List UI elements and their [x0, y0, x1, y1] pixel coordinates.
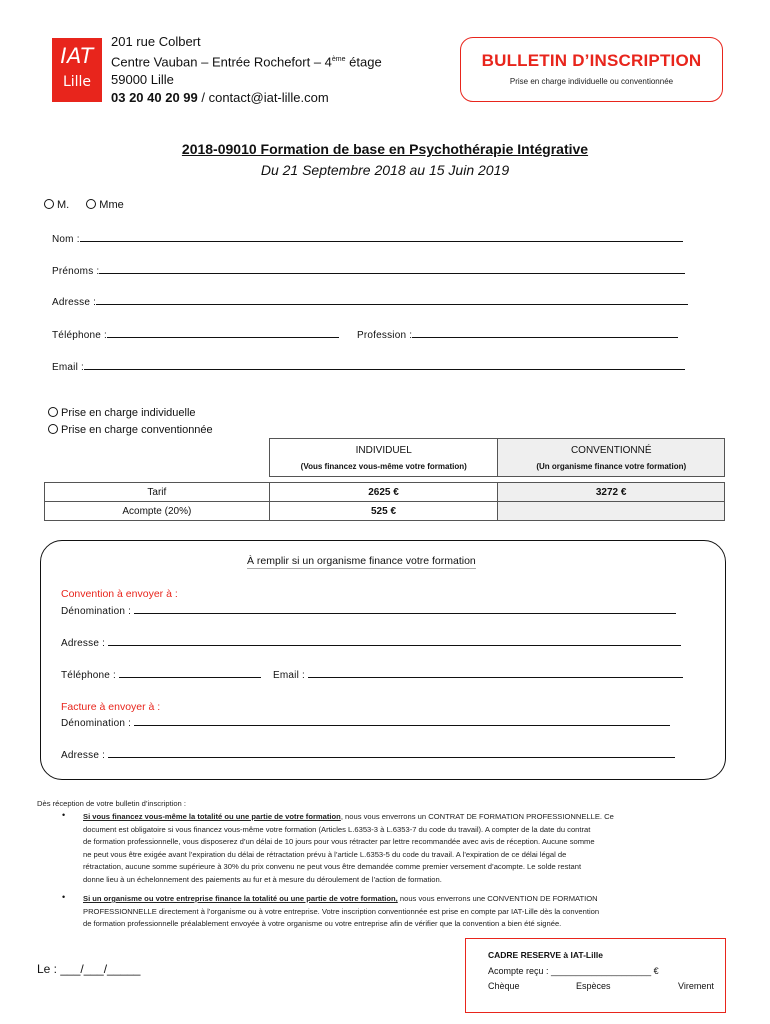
org-email-label: Email :	[273, 670, 305, 681]
fact-adresse-label: Adresse :	[61, 750, 106, 761]
logo-text-lille: Lille	[62, 74, 92, 90]
org-adresse-field[interactable]	[61, 637, 681, 649]
org-telephone-input-line[interactable]	[119, 669, 261, 678]
acompte-conventionne	[498, 502, 725, 521]
address-floor-sup: ème	[331, 56, 346, 63]
convention-heading: Convention à envoyer à :	[61, 588, 178, 600]
org-telephone-field[interactable]	[61, 669, 261, 681]
nom-input-line[interactable]	[80, 233, 683, 242]
telephone-field[interactable]	[52, 329, 339, 341]
cadre-reserve-box	[465, 938, 726, 1013]
address-building-text: Centre Vauban – Entrée Rochefort – 4	[111, 54, 332, 70]
footer-b1-line3: de formation professionnelle, vous disposerez d’un délai de 10 jours pour vous rétracter par lettre recommandée avec avis de réception. Aucune somme	[83, 837, 595, 846]
pec-conventionnee-label: Prise en charge conventionnée	[61, 424, 213, 436]
nom-field[interactable]	[52, 233, 683, 245]
acompte-individuel: 525 €	[269, 502, 498, 521]
logo-text-iat: IAT	[60, 44, 94, 68]
facture-heading: Facture à envoyer à :	[61, 701, 161, 713]
acompte-recu-field: Acompte reçu : ____________________ €	[488, 966, 659, 976]
footer-b2-line1: nous vous enverrons une CONVENTION DE FORMATION	[397, 894, 598, 903]
address-block	[111, 33, 382, 107]
fact-denomination-field[interactable]	[61, 717, 670, 729]
email-label: Email :	[52, 362, 84, 373]
table-row	[45, 483, 725, 502]
profession-label: Profession :	[357, 330, 413, 341]
conventionne-header	[498, 439, 725, 477]
profession-field[interactable]	[357, 329, 678, 341]
org-denomination-field[interactable]	[61, 605, 676, 617]
cheque-label: Chèque	[488, 981, 520, 991]
adresse-label: Adresse :	[52, 297, 97, 308]
pec-conventionnee-option[interactable]	[48, 424, 213, 436]
pricing-header-table	[269, 438, 725, 477]
footer-b1-line2: document est obligatoire si vous financez vous-même votre formation (Articles L.6353-3 à L.6353-7 du code du travail). A compter de la date du contrat	[83, 824, 591, 834]
footer-b1-line5: rétractation, aucune somme supérieure à 30% du prix convenu ne peut vous être demandée comme premier versement d’acompte. Le solde restant	[83, 862, 582, 871]
prenoms-label: Prénoms :	[52, 266, 100, 277]
footer-b1-line1: , nous vous enverrons un CONTRAT DE FORMATION PROFESSIONNELLE. Ce	[340, 812, 614, 821]
radio-icon[interactable]	[86, 199, 96, 209]
nom-label: Nom :	[52, 234, 80, 245]
pec-individuelle-label: Prise en charge individuelle	[61, 407, 196, 419]
iat-lille-logo	[52, 38, 102, 102]
virement-label: Virement	[678, 981, 714, 991]
pec-individuelle-option[interactable]	[48, 407, 196, 419]
radio-icon[interactable]	[44, 199, 54, 209]
conventionne-title: CONVENTIONNÉ	[570, 444, 652, 456]
pricing-table	[44, 482, 725, 521]
telephone-label: Téléphone :	[52, 330, 108, 341]
individuel-header	[270, 439, 498, 477]
civility-mme-option[interactable]	[86, 199, 123, 211]
address-building	[111, 51, 382, 71]
fact-denomination-label: Dénomination :	[61, 718, 132, 729]
fact-adresse-input-line[interactable]	[108, 749, 675, 758]
org-adresse-label: Adresse :	[61, 638, 106, 649]
email-input-line[interactable]	[84, 361, 685, 370]
civility-m-option[interactable]	[44, 199, 69, 211]
footer-b1-line4: ne peut vous être exigée avant l’expiration du délai de rétractation prévu à l’article L.6353-5 du code du travail. A l’expiration de ce délai légal de	[83, 849, 567, 859]
prenoms-field[interactable]	[52, 265, 685, 277]
civility-m-label: M.	[57, 199, 70, 211]
fact-adresse-field[interactable]	[61, 749, 675, 761]
civility-mme-label: Mme	[99, 199, 124, 211]
telephone-input-line[interactable]	[107, 329, 339, 338]
footer-b2-line3: de formation professionnelle préalablement envoyée à votre organisme ou votre entreprise afin de vérifier que la convention a bien été signée.	[83, 919, 562, 928]
cadre-title: CADRE RESERVE à IAT-Lille	[488, 950, 603, 960]
individuel-title: INDIVIDUEL	[355, 444, 412, 456]
adresse-input-line[interactable]	[96, 296, 688, 305]
org-telephone-label: Téléphone :	[61, 670, 117, 681]
address-floor-text: étage	[345, 54, 382, 70]
conventionne-subtitle: (Un organisme finance votre formation)	[536, 461, 687, 471]
footer-b1-underlined: Si vous financez vous-même la totalité ou une partie de votre formation	[83, 812, 341, 821]
footer-paragraph-conventionne	[83, 893, 725, 931]
formation-dates: Du 21 Septembre 2018 au 15 Juin 2019	[260, 162, 510, 178]
footer-b2-line2: PROFESSIONNELLE directement à l’organisme ou à votre entreprise. Votre inscription conventionnée est prise en compte par IAT-Lille dès la convention	[83, 906, 600, 916]
bulletin-subtitle: Prise en charge individuelle ou conventionnée	[509, 77, 674, 86]
tarif-label: Tarif	[45, 483, 270, 502]
organisme-box	[40, 540, 726, 780]
org-adresse-input-line[interactable]	[108, 637, 681, 646]
profession-input-line[interactable]	[412, 329, 678, 338]
footer-intro: Dès réception de votre bulletin d’inscription :	[37, 799, 187, 808]
date-field[interactable]: Le : ___/___/_____	[37, 962, 141, 976]
civility-choice	[44, 199, 138, 211]
acompte-label: Acompte (20%)	[45, 502, 270, 521]
footer-paragraph-individuel	[83, 811, 725, 886]
address-contact	[111, 89, 382, 107]
org-email-field[interactable]	[273, 669, 683, 681]
phone-number: 03 20 40 20 99	[111, 90, 198, 106]
tarif-individuel: 2625 €	[269, 483, 498, 502]
adresse-field[interactable]	[52, 296, 688, 308]
organisme-box-title: À remplir si un organisme finance votre formation	[247, 555, 476, 567]
email-field[interactable]	[52, 361, 685, 373]
footer-b2-underlined: Si un organisme ou votre entreprise finance la totalité ou une partie de votre formation,	[83, 894, 398, 903]
formation-title: 2018-09010 Formation de base en Psychothérapie Intégrative	[181, 141, 589, 157]
bullet-icon: •	[62, 810, 66, 820]
fact-denomination-input-line[interactable]	[134, 717, 670, 726]
footer-b1-line6: donne lieu à un échelonnement des paiements au fur et à mesure du déroulement de l’action de formation.	[83, 874, 442, 884]
tarif-conventionne: 3272 €	[498, 483, 725, 502]
address-street: 201 rue Colbert	[111, 34, 201, 49]
org-email-input-line[interactable]	[308, 669, 683, 678]
org-denomination-label: Dénomination :	[61, 606, 132, 617]
address-city: 59000 Lille	[111, 72, 174, 88]
prenoms-input-line[interactable]	[99, 265, 685, 274]
bullet-icon: •	[62, 892, 66, 902]
individuel-subtitle: (Vous financez vous-même votre formation)	[300, 461, 467, 471]
radio-icon[interactable]	[48, 424, 58, 434]
table-row	[45, 502, 725, 521]
bulletin-title-box	[460, 37, 723, 102]
org-denomination-input-line[interactable]	[134, 605, 676, 614]
especes-label: Espèces	[576, 981, 611, 991]
bulletin-title: BULLETIN D’INSCRIPTION	[481, 51, 702, 70]
contact-email: / contact@iat-lille.com	[197, 90, 329, 106]
radio-icon[interactable]	[48, 407, 58, 417]
